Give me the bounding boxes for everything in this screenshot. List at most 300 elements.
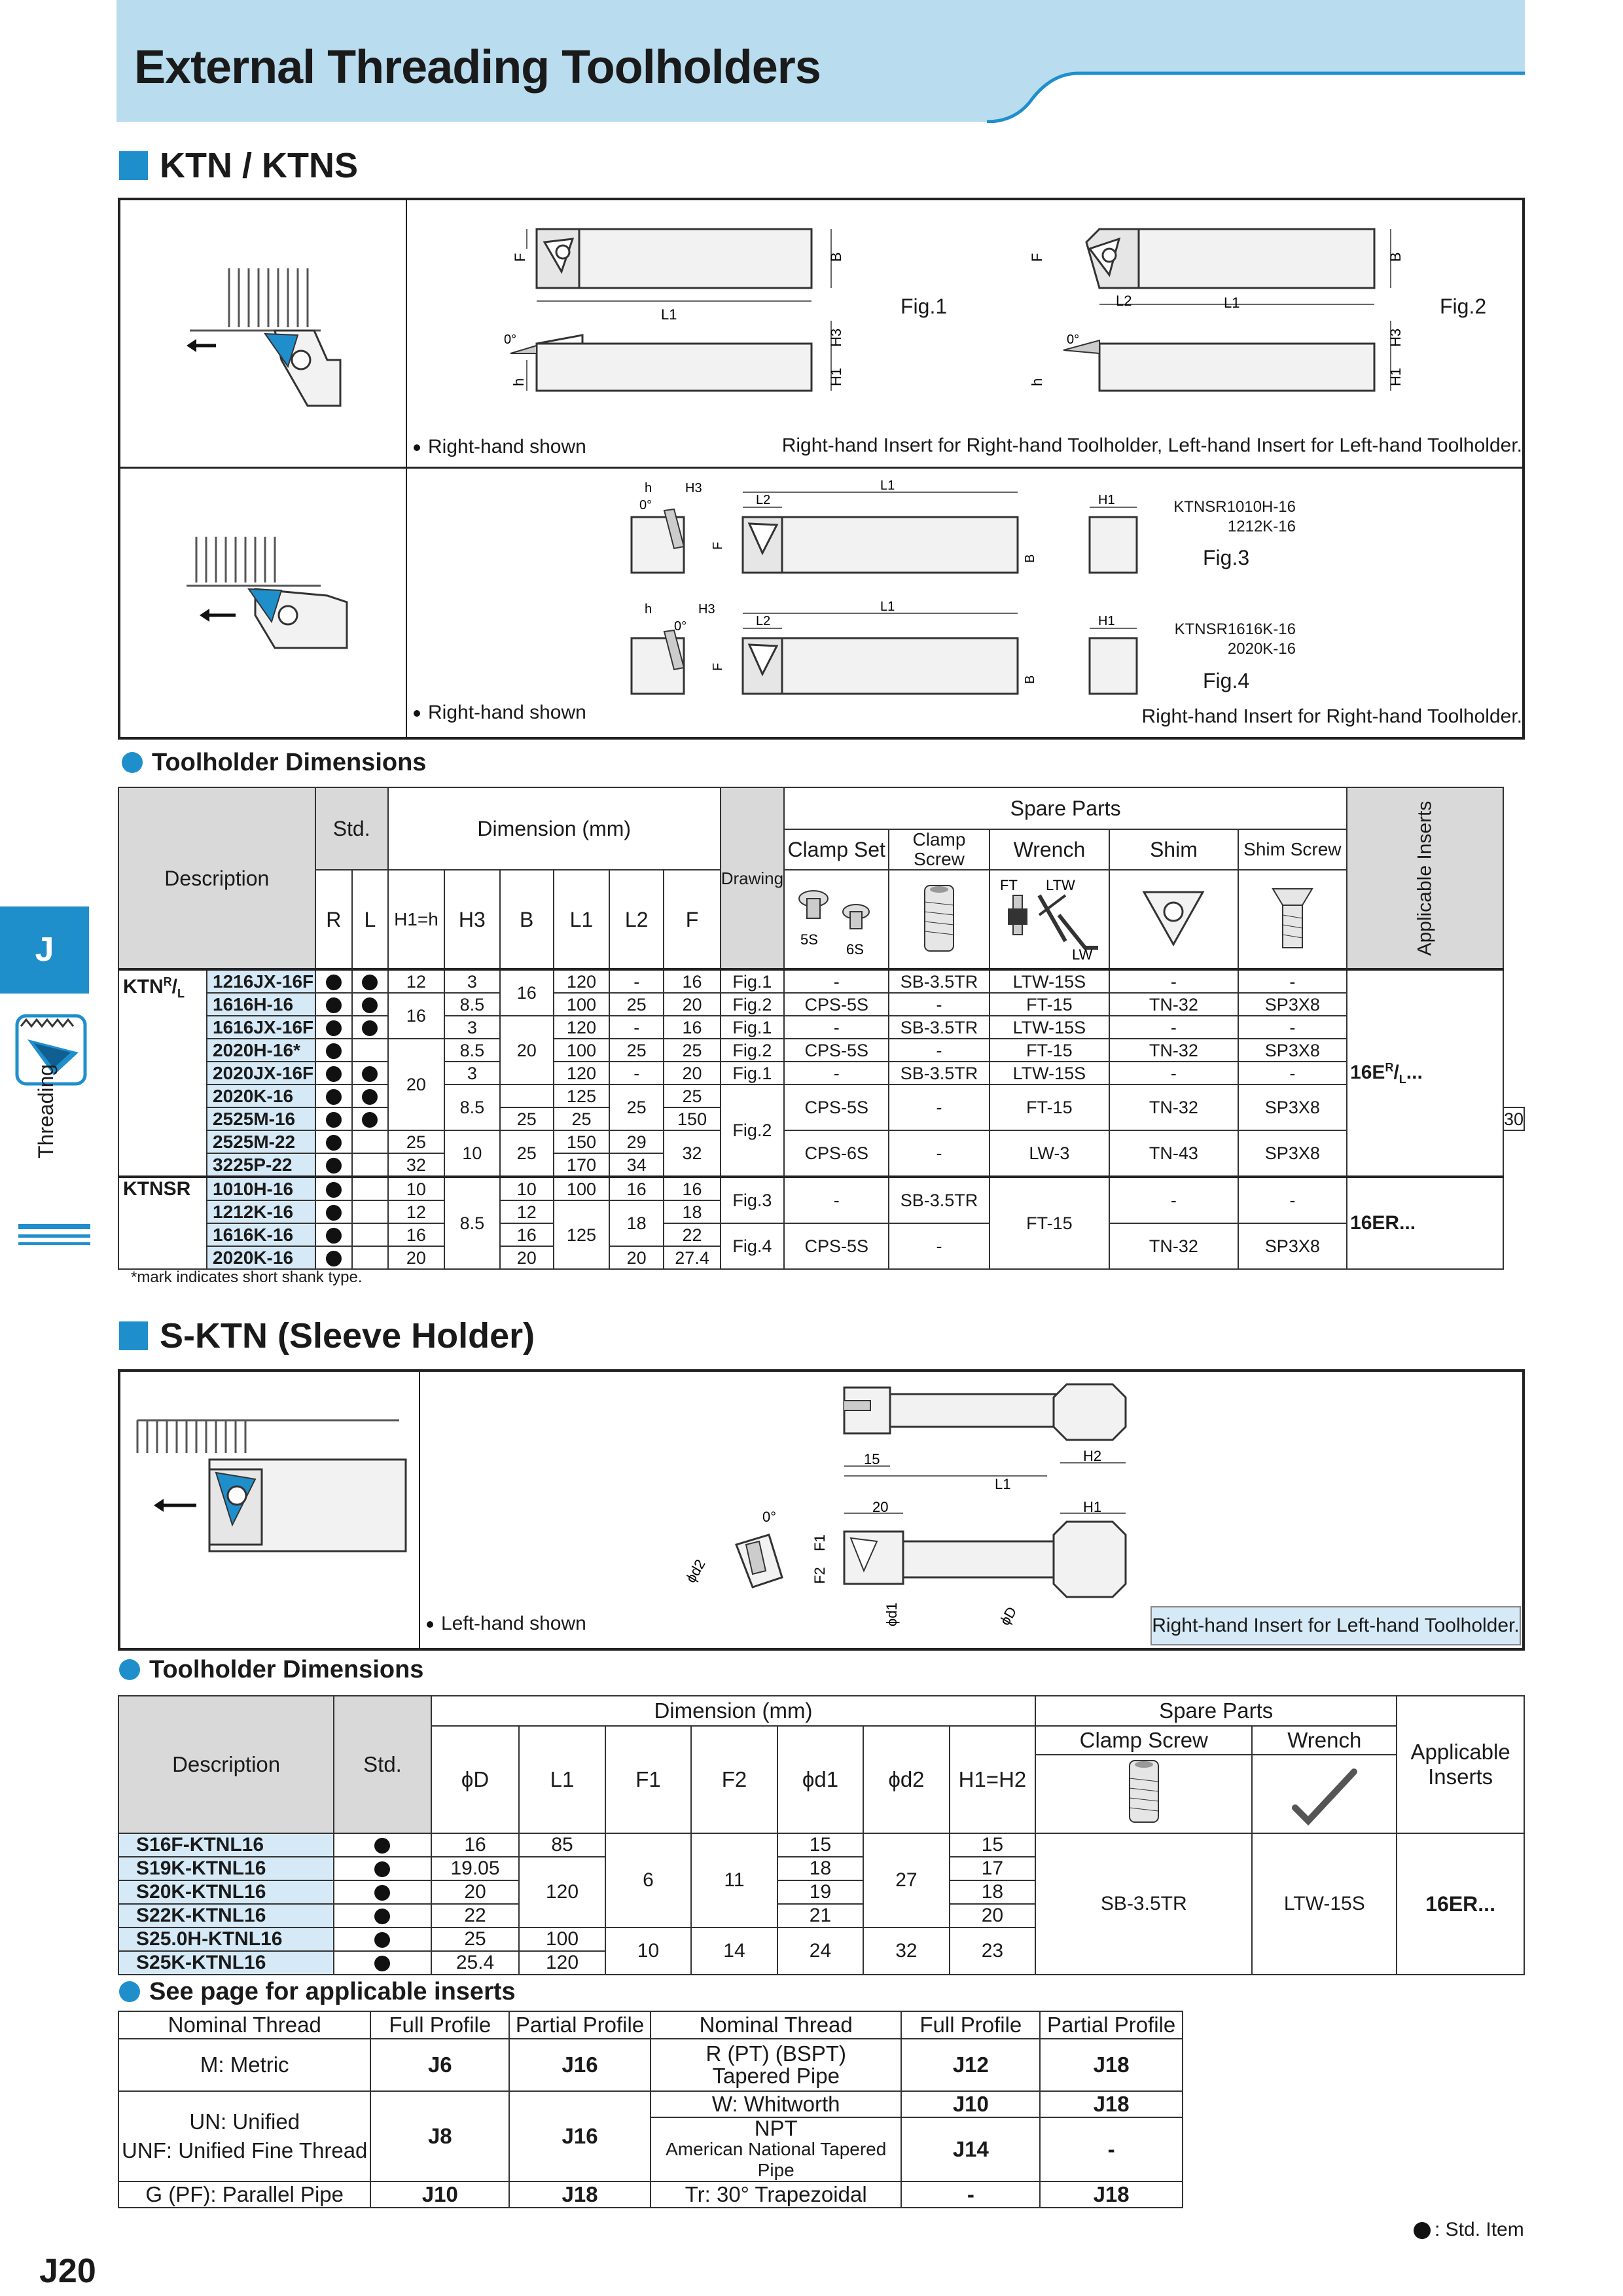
cell: 100 [554,1177,609,1200]
svg-text:0°: 0° [674,619,687,634]
cell: 10 [388,1177,444,1200]
std-item-icon [326,1158,342,1174]
table-row-description: S16F-KTNL16 [118,1833,334,1857]
shim-screw-icon [1263,879,1322,958]
svg-text:LW: LW [1072,946,1093,961]
cell: 120 [554,1062,609,1085]
cell: 8.5 [444,993,499,1016]
cell: 18 [609,1200,664,1246]
applicable-inserts-reference-table [118,2011,1183,2208]
col-header: Shim Screw [1238,829,1347,870]
cell: 100 [554,993,609,1016]
cell: 20 [664,993,720,1016]
cell: 25 [609,1085,664,1130]
svg-text:L1: L1 [995,1476,1011,1492]
cell: Fig.1 [721,969,784,993]
cell: 100 [554,1039,609,1062]
fig4-drawing [625,599,1149,704]
table-row-description: 2525M-16 [207,1107,315,1130]
col-header: Drawing [721,787,784,969]
cell: - [784,1016,889,1039]
cell: TN-43 [1109,1130,1238,1177]
col-header: F [664,870,720,969]
cell: 6 [605,1833,691,1928]
svg-text:L2: L2 [1116,293,1132,309]
svg-text:L1: L1 [880,478,895,493]
cell: - [1238,1062,1347,1085]
wrench-icon [1282,1755,1367,1827]
cell: NPT American National Tapered Pipe [651,2117,902,2181]
std-item-icon [362,1089,378,1105]
std-item-icon [326,1112,342,1128]
cell: 20 [664,1062,720,1085]
std-item-icon [326,997,342,1013]
subsection-heading: Toolholder Dimensions [119,1656,423,1684]
svg-text:H1: H1 [1098,614,1115,628]
footnote: *mark indicates short shank type. [131,1268,363,1286]
page-ref-link[interactable]: J18 [509,2181,651,2208]
svg-text:B: B [1023,675,1037,684]
cell: 170 [554,1153,609,1177]
cell: - [901,2181,1040,2208]
col-header: R [315,870,352,969]
bullet-icon [122,752,143,773]
cell: 25 [664,1085,720,1107]
table-row-description: S25.0H-KTNL16 [118,1928,334,1951]
svg-text:ϕd1: ϕd1 [883,1602,900,1626]
cell: SP3X8 [1238,1130,1347,1177]
svg-text:H3: H3 [698,602,715,617]
std-item-icon [374,1956,390,1971]
table-row-description: 2020K-16 [207,1246,315,1269]
cell: - [1238,1177,1347,1223]
cell: - [609,1062,664,1085]
col-header: F2 [691,1726,777,1833]
figure-divider [419,1369,420,1649]
std-item-icon [374,1885,390,1901]
fig1-label: Fig.1 [901,295,948,318]
cell: 120 [554,969,609,993]
svg-text:B: B [828,252,844,262]
table-row-description: S20K-KTNL16 [118,1880,334,1904]
std-item-icon [326,1205,342,1221]
fig3-drawing [625,478,1149,583]
sleeve-operation-illustration [124,1407,412,1597]
col-header: Description [118,787,315,969]
thread-operation-illustration [183,524,353,687]
side-rule [18,1234,90,1238]
bullet-icon [119,1981,140,2002]
cell: 125 [554,1200,609,1269]
bullet-icon [119,1659,140,1680]
cell: 19.05 [431,1857,520,1880]
page-ref-link[interactable]: J12 [901,2039,1040,2091]
fig1-drawing [484,223,890,412]
cell: 25 [431,1928,520,1951]
shim-illustration [1109,870,1238,969]
svg-text:20: 20 [872,1499,889,1515]
cell: 23 [950,1928,1035,1975]
shim-icon [1134,879,1213,958]
cell: 16 [388,993,444,1039]
cs-6s-label: 6S [846,941,865,958]
col-header: Applicable Inserts [1397,1696,1524,1833]
col-header: Full Profile [901,2011,1040,2039]
cell: 3 [444,1062,499,1085]
cell: TN-32 [1109,993,1238,1016]
cell: - [1040,2117,1183,2181]
cell: FT-15 [990,1085,1110,1130]
table-row-description: 2525M-22 [207,1130,315,1153]
section-heading-sktn [119,1316,535,1356]
section-marker-icon [119,1321,148,1350]
svg-text:15: 15 [864,1451,880,1467]
cell: - [1109,969,1238,993]
col-header: L1 [519,1726,605,1833]
std-item-icon [374,1861,390,1877]
col-header: Partial Profile [509,2011,651,2039]
cell: 125 [554,1085,609,1107]
col-header: Dimension (mm) [388,787,721,870]
svg-text:F: F [711,662,725,671]
cell: FT-15 [990,1177,1110,1269]
std-item-icon [362,1066,378,1082]
svg-text:H3: H3 [828,328,844,347]
std-item-icon [326,1066,342,1082]
page-title: External Threading Toolholders [134,41,821,94]
svg-text:0°: 0° [504,332,517,347]
cell: CPS-5S [784,1039,889,1062]
col-header: Shim [1109,829,1238,870]
bullet-icon [414,444,420,451]
cell: 8.5 [444,1039,499,1062]
table-row-description: 1616JX-16F [207,1016,315,1039]
page-ref-link[interactable]: J18 [1040,2039,1183,2091]
col-header: L1 [554,870,609,969]
cell: 34 [609,1153,664,1177]
table-row-description: 2020JX-16F [207,1062,315,1085]
std-item-icon [374,1932,390,1948]
col-header: B [500,870,554,969]
cell: 3 [444,969,499,993]
cell: - [1238,969,1347,993]
figure-divider [119,467,1524,469]
cell: CPS-5S [784,1223,889,1269]
cell: 25 [664,1039,720,1062]
cell: UN: Unified UNF: Unified Fine Thread [118,2091,370,2181]
cell: - [889,1130,989,1177]
page-ref-link[interactable]: J10 [370,2181,509,2208]
cell: Fig.1 [721,1062,784,1085]
fig3-label: Fig.3 [1203,546,1250,569]
std-item-icon [326,975,342,990]
cell: 15 [950,1833,1035,1857]
svg-text:ϕd2: ϕd2 [682,1556,709,1586]
cell: Fig.2 [721,1039,784,1062]
page-ref-link[interactable]: J16 [509,2039,651,2091]
cs-5s-label: 5S [800,931,819,948]
svg-text:h: h [645,602,652,617]
bullet-icon [414,710,420,717]
cell: 16 [664,969,720,993]
svg-text:L1: L1 [1224,295,1240,311]
cell: - [609,1016,664,1039]
cell: 25 [500,1107,554,1130]
wrench-illustration [1252,1755,1397,1833]
cell: SB-3.5TR [889,969,989,993]
cell: 150 [664,1107,720,1130]
cell: - [1109,1177,1238,1223]
cell: SP3X8 [1238,993,1347,1016]
cell: LW-3 [990,1130,1110,1177]
std-item-icon [326,1182,342,1198]
note-right-hand-shown: Right-hand shown [414,702,586,724]
std-item-icon [1414,2222,1431,2239]
wrench-illustration [990,870,1110,969]
table-row-description: 1616K-16 [207,1223,315,1246]
cell: 30 [1503,1107,1524,1130]
col-header: Clamp Set [784,829,889,870]
cell: CPS-5S [784,993,889,1016]
cell: FT-15 [990,993,1110,1016]
cell: 20 [388,1039,444,1130]
svg-text:h: h [510,378,527,386]
col-header: H1=h [388,870,444,969]
clamp-screw-icon [913,879,965,958]
col-header: Clamp Screw [1035,1726,1252,1755]
col-header: ϕd2 [863,1726,949,1833]
svg-text:L2: L2 [756,493,771,507]
col-header: F1 [605,1726,691,1833]
page-ref-link[interactable]: J14 [901,2117,1040,2181]
table-row-description: S19K-KTNL16 [118,1857,334,1880]
wrench-icon [993,876,1105,961]
svg-text:F2: F2 [812,1567,828,1584]
clamp-screw-illustration [1035,1755,1252,1833]
cell: 100 [519,1928,605,1951]
cell: 11 [691,1833,777,1928]
std-item-icon [362,997,378,1013]
svg-text:FT: FT [1000,876,1018,893]
side-tab-letter[interactable]: J [0,906,89,994]
svg-text:H2: H2 [1083,1448,1102,1464]
cell: CPS-5S [784,1085,889,1130]
cell: 18 [950,1880,1035,1904]
toolholder-dimensions-table: Description Std. Dimension (mm) Drawing Spare Parts Applicable Inserts Clamp Set Clamp Screw Wrench Shim Shim Screw R L H1=h H3 B L1 L2 F 5S 6S FT LTW LW $KTN^R/_L$ 1216JX-16F 12 3 16 120 - 16 Fig.1 - SB-3.5TR LTW-15S - - $16E^R/_L$... 1616H-16 16 8.5 100 25 20 Fig.2 CPS-5S - FT-15 TN-32 SP3X8 1616JX-16F 3 20 120 - 16 Fig.1 - SB-3.5TR LTW-15S - - 2020H-16* 20 8.5 100 25 25 Fig.2 CPS-5S - FT-15 TN-32 SP3X8 2020JX-16F 3 120 - 20 Fig.1 - SB-3.5TR LTW-15S - - 2020K-16 8.5 125 25 25 Fig.2 CPS-5S - FT-15 TN-32 SP3X8 2525M-16 25 25 150 30 2525M-22 25 10 25 150 29 32 CPS-6S - LW-3 TN-43 SP3X8 3225P-22 32 170 34 KTNSR 1010H-16 10 8.5 10 100 16 16 Fig.3 - SB-3.5TR FT-15 - - 16ER... 1212K-16 12 12 125 18 18 1616K-16 16 16 22 Fig.4 CPS-5S - TN-32 SP3X8 2020K-16 20 20 20 27.4 [118,787,1525,1270]
page-ref-link[interactable]: J16 [509,2091,651,2181]
subsection-heading: Toolholder Dimensions [122,749,426,777]
svg-text:F: F [711,541,725,550]
section-heading-text: KTN / KTNS [160,146,358,185]
cell: SB-3.5TR [889,1062,989,1085]
cell: 32 [863,1928,949,1975]
cell: 120 [554,1016,609,1039]
col-header-applicable: Applicable Inserts [1347,787,1503,969]
std-item-legend: : Std. Item [1414,2219,1524,2241]
cell: Fig.2 [721,993,784,1016]
cell: 12 [500,1200,554,1223]
table-row-description: S25K-KTNL16 [118,1951,334,1975]
svg-text:B: B [1387,252,1404,262]
cell: - [1109,1016,1238,1039]
group-label-ktnsr: KTNSR [118,1177,207,1269]
svg-text:H1: H1 [1387,367,1404,386]
side-rule [18,1224,90,1229]
page-number: J20 [39,2252,96,2290]
asterisk-icon: * [131,1268,137,1286]
cell: 120 [519,1857,605,1928]
svg-text:H1: H1 [828,367,844,386]
col-header: Partial Profile [1040,2011,1183,2039]
cell: 10 [605,1928,691,1975]
std-item-icon [326,1228,342,1244]
std-item-icon [326,1251,342,1266]
cell: 16 [500,1223,554,1246]
cell: 25 [609,1039,664,1062]
cell: 16 [388,1223,444,1246]
cell: SB-3.5TR [889,1016,989,1039]
cell: 17 [950,1857,1035,1880]
cell: LTW-15S [990,1016,1110,1039]
col-header: Wrench [1252,1726,1397,1755]
clamp-screw-illustration [889,870,989,969]
cell: Fig.1 [721,1016,784,1039]
cell: - [889,993,989,1016]
fig2-label: Fig.2 [1440,295,1487,318]
cell: 25 [388,1130,444,1153]
side-tab-label: Threading [34,1064,58,1158]
col-header: Std. [334,1696,431,1833]
svg-text:0°: 0° [1067,332,1080,347]
cell: 27 [863,1833,949,1928]
col-header: Description [118,1696,334,1833]
page-ref-link[interactable]: J8 [370,2091,509,2181]
insert-note: Right-hand Insert for Right-hand Toolholder. [1141,706,1522,727]
side-rule [18,1242,90,1245]
cell: 12 [388,969,444,993]
applicable-inserts-cell: 16ER... [1397,1833,1524,1975]
cell: FT-15 [990,1039,1110,1062]
cell: SP3X8 [1238,1085,1347,1130]
cell: 120 [519,1951,605,1975]
cell: 85 [519,1833,605,1857]
svg-text:B: B [1023,554,1037,563]
svg-text:h: h [645,481,652,495]
cell: Tr: 30° Trapezoidal [651,2181,902,2208]
cell: - [784,1177,889,1223]
page-ref-link[interactable]: J18 [1040,2091,1183,2117]
cell: TN-32 [1109,1085,1238,1130]
cell: 25 [609,993,664,1016]
page-ref-link[interactable]: J6 [370,2039,509,2091]
cell: 16 [609,1177,664,1200]
cell: 32 [664,1130,720,1177]
std-item-icon [374,1838,390,1854]
fig2-drawing [1027,223,1433,412]
std-item-icon [326,1089,342,1105]
clamp-screw-icon [1118,1755,1170,1827]
cell: 20 [500,1246,554,1269]
svg-text:ϕD: ϕD [996,1604,1020,1628]
svg-text:F: F [1029,253,1045,262]
cell: 32 [388,1153,444,1177]
cell: TN-32 [1109,1223,1238,1269]
thread-operation-illustration [183,255,353,432]
insert-note: Right-hand Insert for Right-hand Toolholder, Left-hand Insert for Left-hand Toolholder. [781,435,1522,456]
cell: W: Whitworth [651,2091,902,2117]
col-header: Std. [315,787,388,870]
fig3-models: KTNSR1010H-16 1212K-16 [1173,498,1296,535]
svg-text:F1: F1 [812,1534,828,1551]
fig4-label: Fig.4 [1203,669,1250,692]
cell: - [609,969,664,993]
std-item-icon [326,1135,342,1151]
cell: 20 [609,1246,664,1269]
cell: 25.4 [431,1951,520,1975]
col-header: H1=H2 [950,1726,1035,1833]
table-row-description: 2020H-16* [207,1039,315,1062]
col-header: Spare Parts [784,787,1347,829]
col-header: ϕD [431,1726,520,1833]
cell: - [784,1062,889,1085]
cell: 16 [664,1177,720,1200]
section-marker-icon [119,151,148,180]
cell: 25 [554,1107,609,1130]
svg-text:h: h [1029,378,1045,386]
cell: LTW-15S [1252,1833,1397,1975]
col-header: H3 [444,870,499,969]
svg-text:LTW: LTW [1046,876,1076,893]
cell: 12 [388,1200,444,1223]
shim-screw-illustration [1238,870,1347,969]
cell: 14 [691,1928,777,1975]
svg-text:0°: 0° [639,498,652,512]
table-row-description: 1216JX-16F [207,969,315,993]
cell: Fig.4 [721,1223,784,1269]
dim-label: L1 [661,306,677,323]
std-item-icon [374,1909,390,1924]
cell: 29 [609,1130,664,1153]
cell: 20 [950,1904,1035,1928]
col-header: Spare Parts [1035,1696,1397,1726]
table-row-description: S22K-KTNL16 [118,1904,334,1928]
table-row-description: 1212K-16 [207,1200,315,1223]
cell: 21 [777,1904,863,1928]
std-item-icon [326,1043,342,1059]
sleeve-holder-drawing [654,1374,1178,1636]
fig4-models: KTNSR1616K-16 2020K-16 [1174,620,1296,658]
cell: SB-3.5TR [1035,1833,1252,1975]
clamp-set-icon [787,879,885,958]
cell: 150 [554,1130,609,1153]
std-r [315,969,352,993]
svg-text:H1: H1 [1083,1499,1102,1515]
cell: 3 [444,1016,499,1039]
sleeve-holder-dimensions-table [118,1695,1525,1975]
cell: G (PF): Parallel Pipe [118,2181,370,2208]
std-l [352,969,388,993]
cell: 16 [500,969,554,1016]
std-item-icon [326,1020,342,1036]
cell: - [784,969,889,993]
page-ref-link[interactable]: J10 [901,2091,1040,2117]
svg-text:L1: L1 [880,600,895,614]
page-ref-link[interactable]: J18 [1040,2181,1183,2208]
applicable-inserts-cell: $16E^R/_L$... [1347,969,1503,1177]
section-heading-ktn [119,145,358,186]
cell: LTW-15S [990,969,1110,993]
col-header: Nominal Thread [651,2011,902,2039]
